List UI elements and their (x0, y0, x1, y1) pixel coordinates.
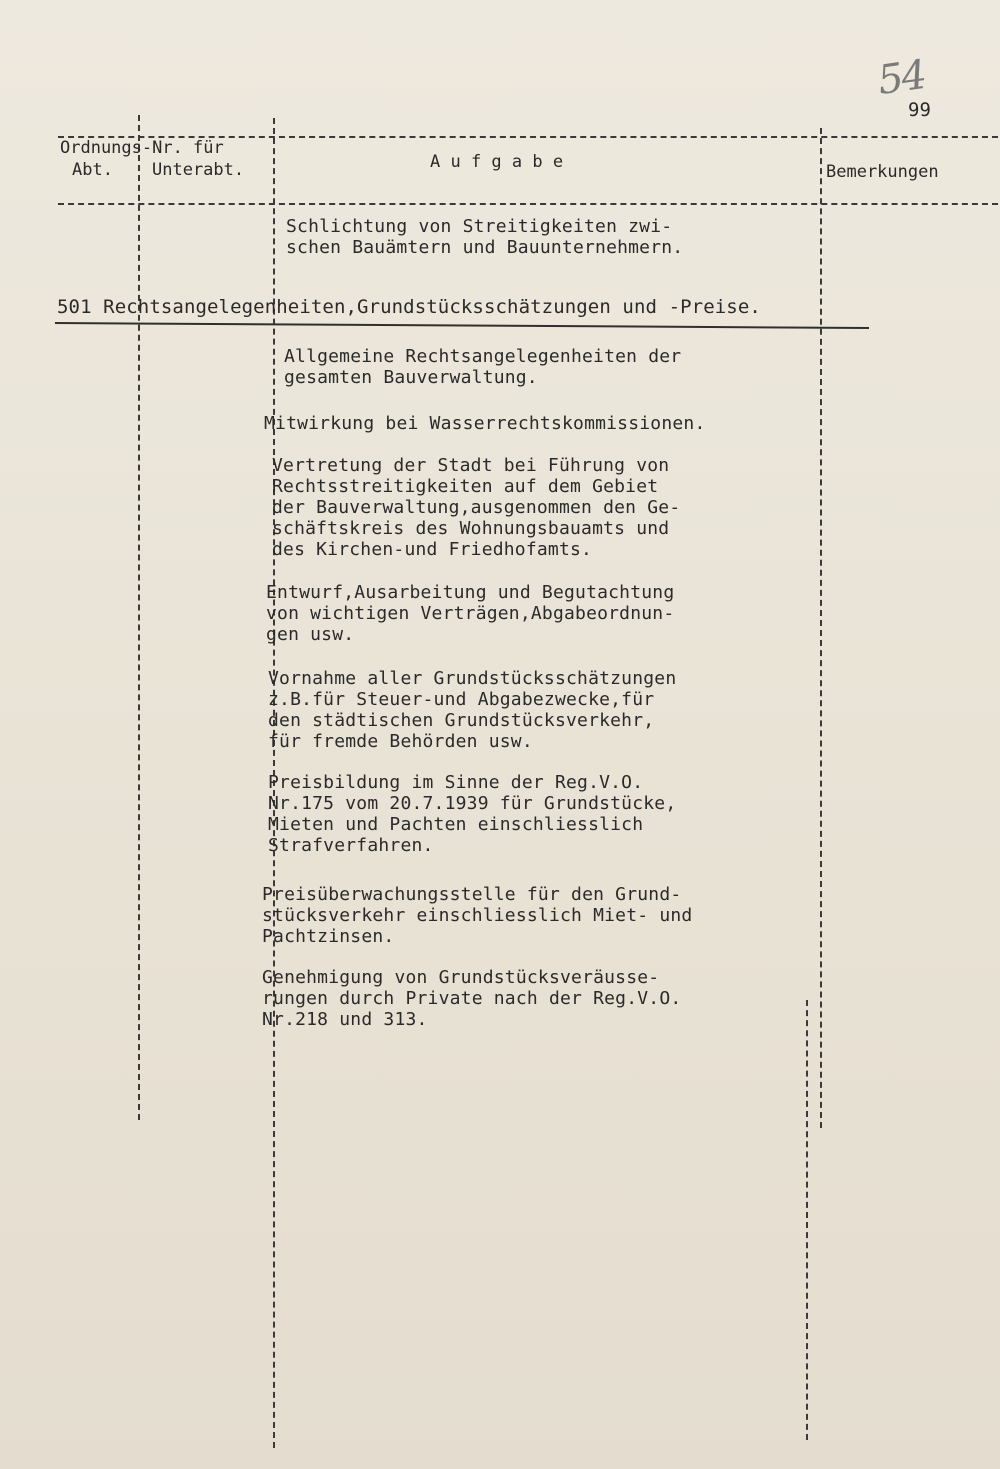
header-ordnungs-nr: Ordnungs-Nr. für (60, 138, 224, 158)
column-divider-abt (138, 115, 140, 1120)
entry-5: Vornahme aller Grundstücksschätzungen z.B.für Steuer-und Abgabezwecke,für den städtischen Grundstücksverkehr, für fremde Behörden usw. (268, 668, 677, 752)
entry-2: Mitwirkung bei Wasserrechtskommissionen. (264, 413, 706, 434)
section-underline (55, 322, 869, 329)
header-bottom-rule (58, 203, 998, 205)
section-title-text: Rechtsangelegenheiten,Grundstücksschätzungen und -Preise. (103, 296, 761, 318)
entry-8: Genehmigung von Grundstücksveräusse- rungen durch Private nach der Reg.V.O. Nr.218 und 313. (262, 967, 682, 1030)
page-number: 99 (908, 99, 931, 121)
entry-3: Vertretung der Stadt bei Führung von Rechtsstreitigkeiten auf dem Gebiet der Bauverwaltung,ausgenommen den Ge- schäftskreis des Wohnungsbauamts und des Kirchen-und Friedhofamts. (272, 455, 681, 560)
column-divider-bemerkungen-lower (806, 1000, 808, 1440)
column-divider-bemerkungen (820, 128, 822, 1128)
section-number: 501 (57, 296, 92, 318)
header-abt: Abt. (72, 160, 113, 180)
entry-4: Entwurf,Ausarbeitung und Begutachtung von wichtigen Verträgen,Abgabeordnun- gen usw. (266, 582, 675, 645)
header-unterabt: Unterabt. (152, 160, 245, 180)
continued-entry: Schlichtung von Streitigkeiten zwi- schen Bauämtern und Bauunternehmern. (286, 216, 684, 258)
entry-6: Preisbildung im Sinne der Reg.V.O. Nr.175 vom 20.7.1939 für Grundstücke, Mieten und Pachten einschliesslich Strafverfahren. (268, 772, 677, 856)
archive-mark: 54 (875, 51, 928, 105)
entry-1: Allgemeine Rechtsangelegenheiten der gesamten Bauverwaltung. (284, 346, 682, 388)
header-aufgabe: A u f g a b e (430, 152, 564, 172)
entry-7: Preisüberwachungsstelle für den Grund- stücksverkehr einschliesslich Miet- und Pachtzinsen. (262, 884, 693, 947)
header-bemerkungen: Bemerkungen (826, 162, 939, 182)
section-heading (57, 296, 761, 318)
